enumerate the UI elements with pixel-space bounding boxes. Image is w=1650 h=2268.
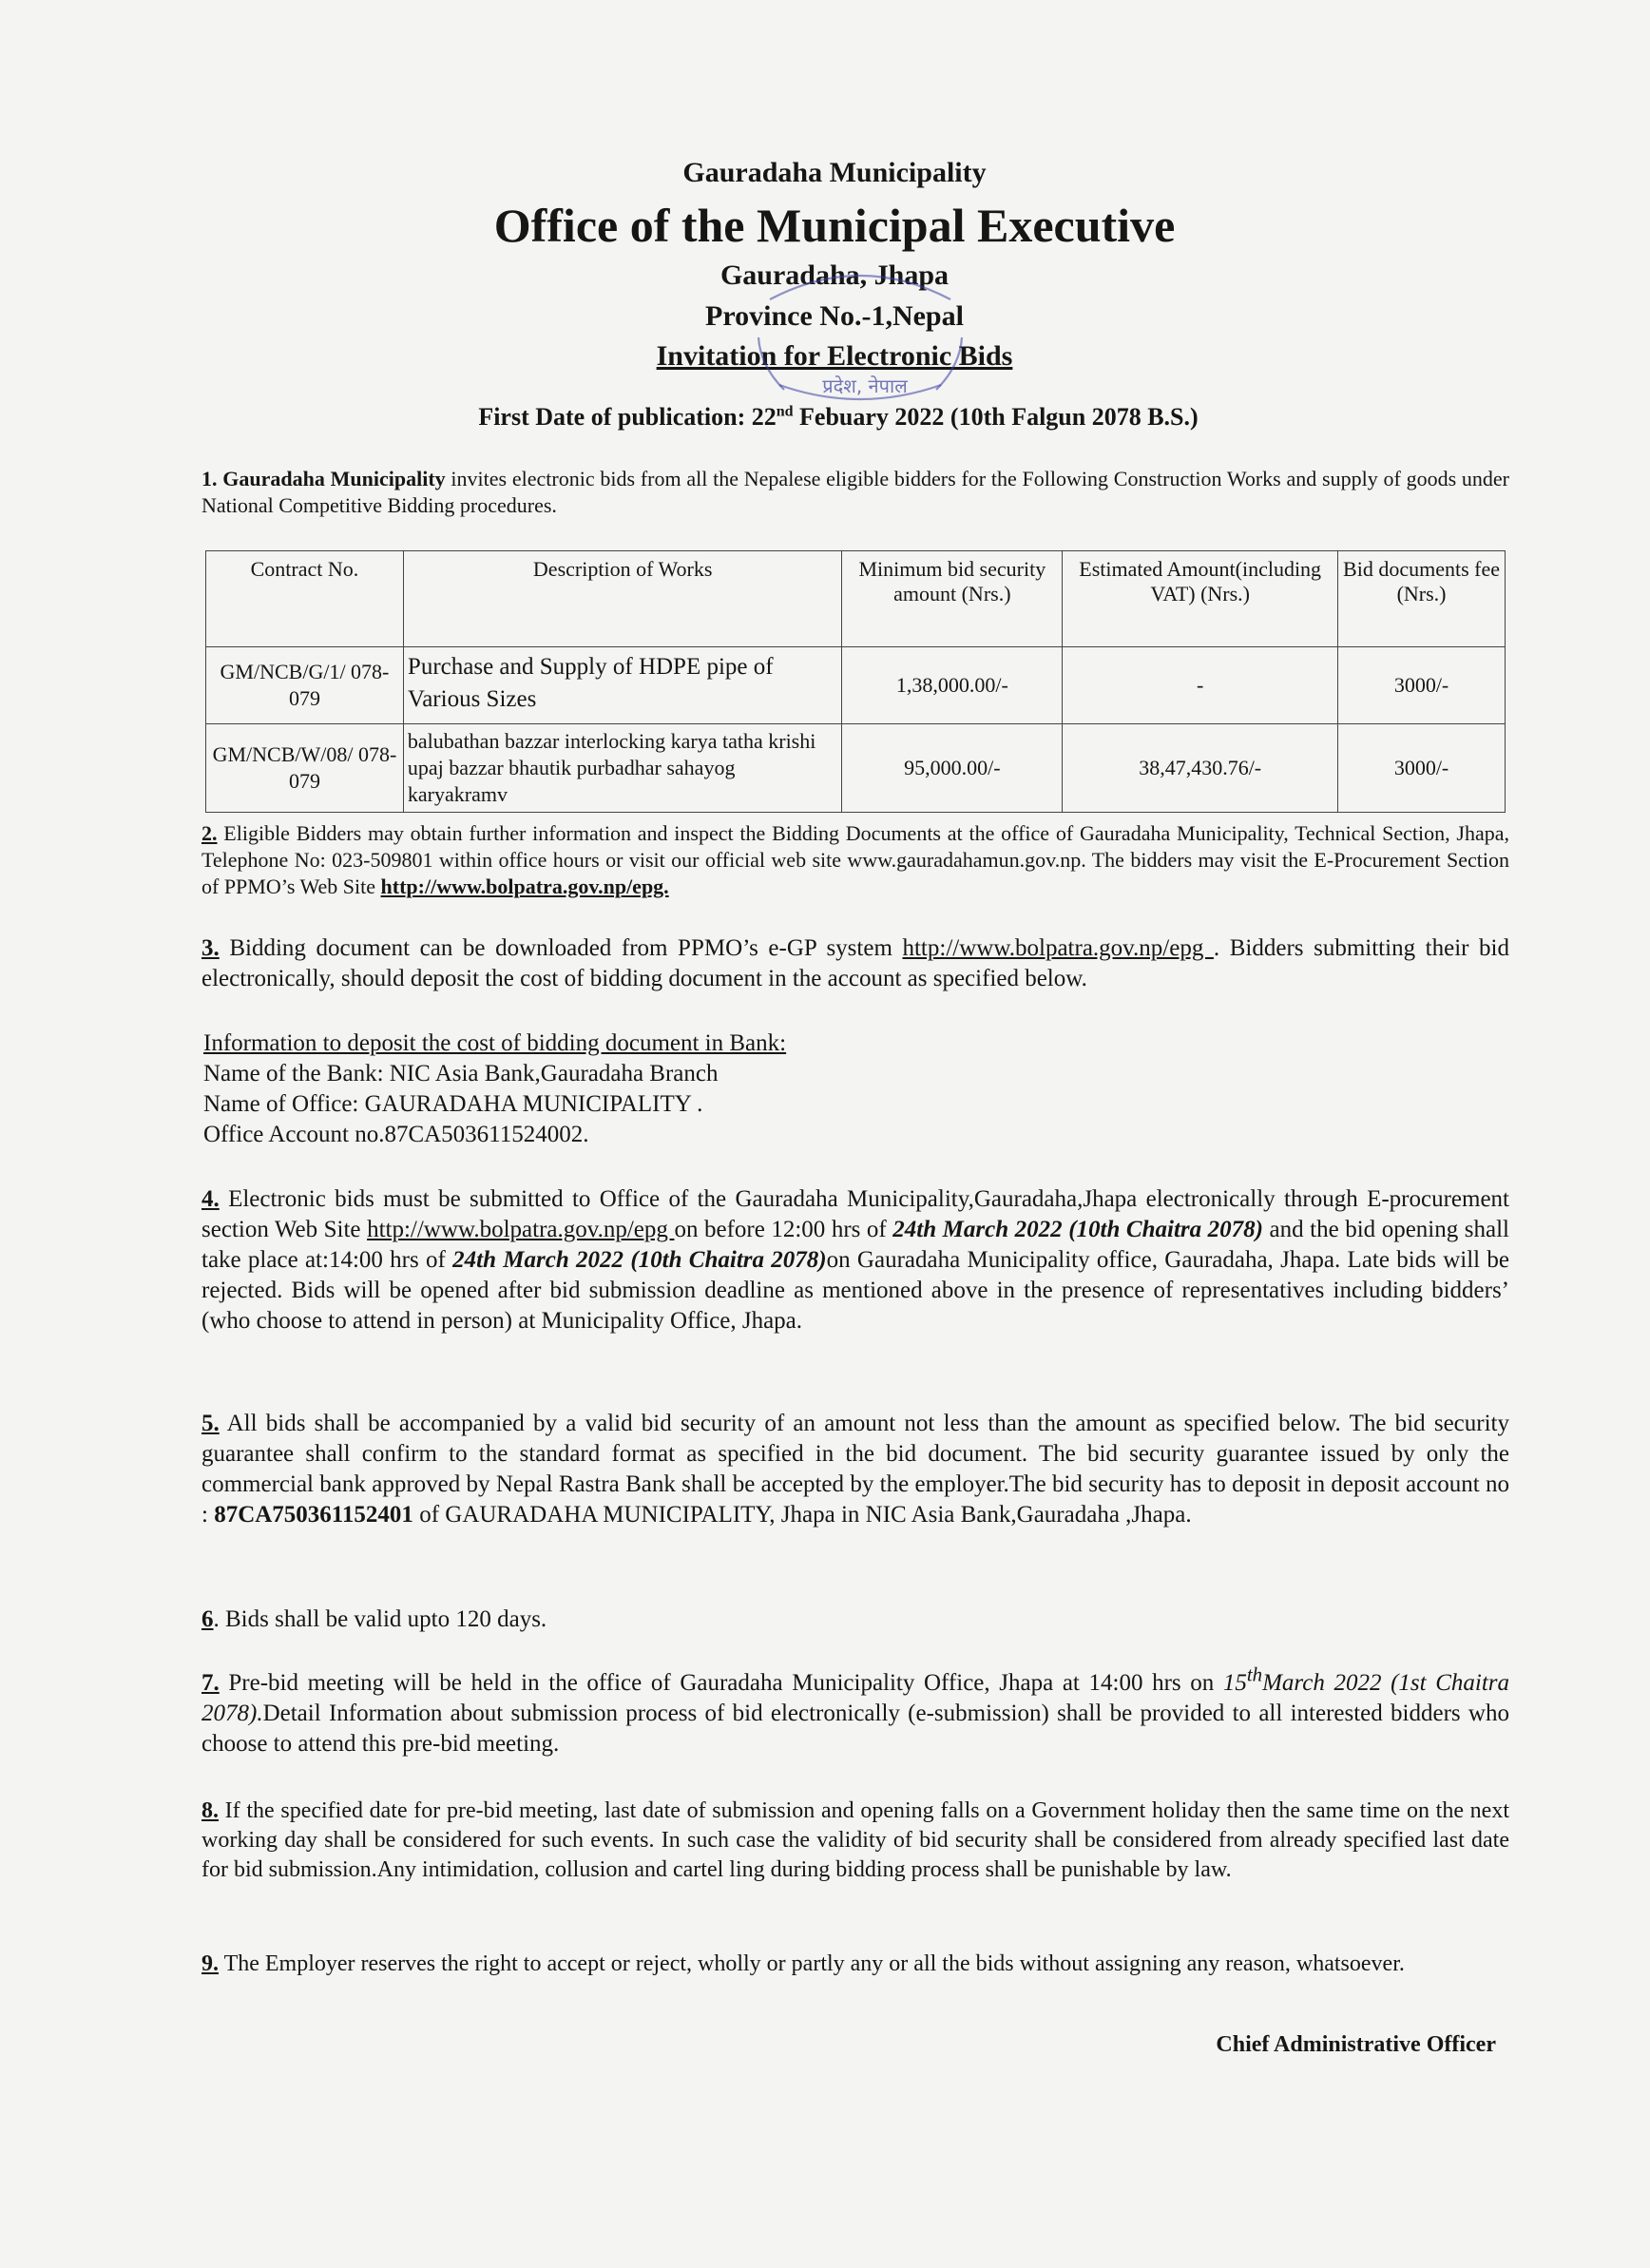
paragraph-9: 9. The Employer reserves the right to accept or reject, wholly or partly any or all the bids without assigning any reason, whatsoever. [201,1951,1405,1976]
municipality-name: Gauradaha Municipality [682,157,987,188]
paragraph-8: 8. If the specified date for pre-bid meeting, last date of submission and opening falls on a Government holiday then the same time on the next working day shall be considered for such events. In such case the validity of bid security shall be considered from already specified last date for bid submission.Any intimidation, collusion and cartel ling during bidding process shall be punishable by law. [201,1798,1509,1882]
bid-security: 1,38,000.00/- [842,647,1063,724]
table-header: Contract No. [206,551,404,647]
document-fee: 3000/- [1338,724,1506,813]
deposit-account: 87CA750361152401 [214,1502,413,1528]
signatory-title: Chief Administrative Officer [1216,2032,1496,2057]
office-place: Gauradaha, Jhapa [719,259,950,291]
paragraph-5: 5. All bids shall be accompanied by a valid bid security of an amount not less than the amount as specified below. The bid security guarantee shall confirm to the standard format as specified in the bid document. The bid security guarantee issued by only the commercial bank approved by Nepal Rastra Bank shall be accepted by the employer.The bid security has to deposit in deposit account no : 87CA750361152401 of GAURADAHA MUNICIPALITY, Jhapa in NIC Asia Bank,Gauradaha ,Jhapa. [201,1411,1509,1528]
paragraph-4: 4. Electronic bids must be submitted to Office of the Gauradaha Municipality,Gauradaha,Jhapa electronically through E-procurement section Web Site http://www.bolpatra.gov.np/epg on before 12:00 hrs of 24th March 2022 (10th Chaitra 2078) and the bid opening shall take place at:14:00 hrs of 24th March 2022 (10th Chaitra 2078)on Gauradaha Municipality office, Gauradaha, Jhapa. Late bids will be rejected. Bids will be opened after bid submission deadline as mentioned above in the presence of representatives including bidders’ (who choose to attend in person) at Municipality Office, Jhapa. [201,1186,1510,1334]
office-seal-stamp [741,261,979,404]
bank-name: Name of the Bank: NIC Asia Bank,Gauradaha Branch [203,1061,719,1086]
work-description: Purchase and Supply of HDPE pipe of Various Sizes [403,647,841,724]
table-header: Estimated Amount(including VAT) (Nrs.) [1063,551,1338,647]
bank-info-title: Information to deposit the cost of bidding document in Bank: [203,1030,787,1056]
table-header: Bid documents fee (Nrs.) [1338,551,1506,647]
estimated-amount: 38,47,430.76/- [1063,724,1338,813]
paragraph-1: 1. Gauradaha Municipality invites electronic bids from all the Nepalese eligible bidders for the Following Construction Works and supply of goods under National Competitive Bidding procedures. [201,467,1510,517]
table-row [206,647,1506,724]
contracts-table [205,550,1506,813]
bank-account: Office Account no.87CA503611524002. [203,1122,589,1147]
paragraph-6: 6. Bids shall be valid upto 120 days. [201,1606,547,1632]
contract-no: GM/NCB/W/08/ 078-079 [206,724,404,813]
egp-link[interactable]: http://www.bolpatra.gov.np/epg [902,935,1214,961]
estimated-amount: - [1063,647,1338,724]
ppmo-link[interactable]: http://www.bolpatra.gov.np/epg. [380,875,669,898]
table-header: Description of Works [403,551,841,647]
document-fee: 3000/- [1338,647,1506,724]
paragraph-3: 3. Bidding document can be downloaded from PPMO’s e-GP system http://www.bolpatra.gov.np/epg . Bidders submitting their bid electronically, should deposit the cost of bidding document in the account as specified below. [201,935,1509,991]
table-row [206,724,1506,813]
seal-text: प्रदेश, नेपाल [822,375,908,397]
publication-date: First Date of publication: 22nd Febuary 2022 (10th Falgun 2078 B.S.) [478,403,1199,431]
table-header-row [206,551,1506,647]
work-description: balubathan bazzar interlocking karya tatha krishi upaj bazzar bhautik purbadhar sahayog karyakramv [403,724,841,813]
paragraph-7: 7. Pre-bid meeting will be held in the office of Gauradaha Municipality Office, Jhapa at 14:00 hrs on 15thMarch 2022 (1st Chaitra 2078).Detail Information about submission process of bid electronically (e-submission) shall be provided to all interested bidders who choose to attend this pre-bid meeting. [201,1663,1509,1757]
province: Province No.-1,Nepal [705,300,964,332]
submission-link[interactable]: http://www.bolpatra.gov.np/epg [367,1217,675,1242]
bank-office: Name of Office: GAURADAHA MUNICIPALITY . [203,1091,703,1117]
contract-no: GM/NCB/G/1/ 078-079 [206,647,404,724]
paragraph-2: 2. Eligible Bidders may obtain further information and inspect the Bidding Documents at the office of Gauradaha Municipality, Technical Section, Jhapa, Telephone No: 023-509801 within office hours or visit our official web site www.gauradahamun.gov.np. The bidders may visit the E-Procurement Section of PPMO’s Web Site http://www.bolpatra.gov.np/epg. [201,821,1509,898]
bid-security: 95,000.00/- [842,724,1063,813]
table-header: Minimum bid security amount (Nrs.) [842,551,1063,647]
bank-info [203,1028,786,1150]
notice-title: Invitation for Electronic Bids [656,340,1013,372]
office-title: Office of the Municipal Executive [493,199,1176,252]
